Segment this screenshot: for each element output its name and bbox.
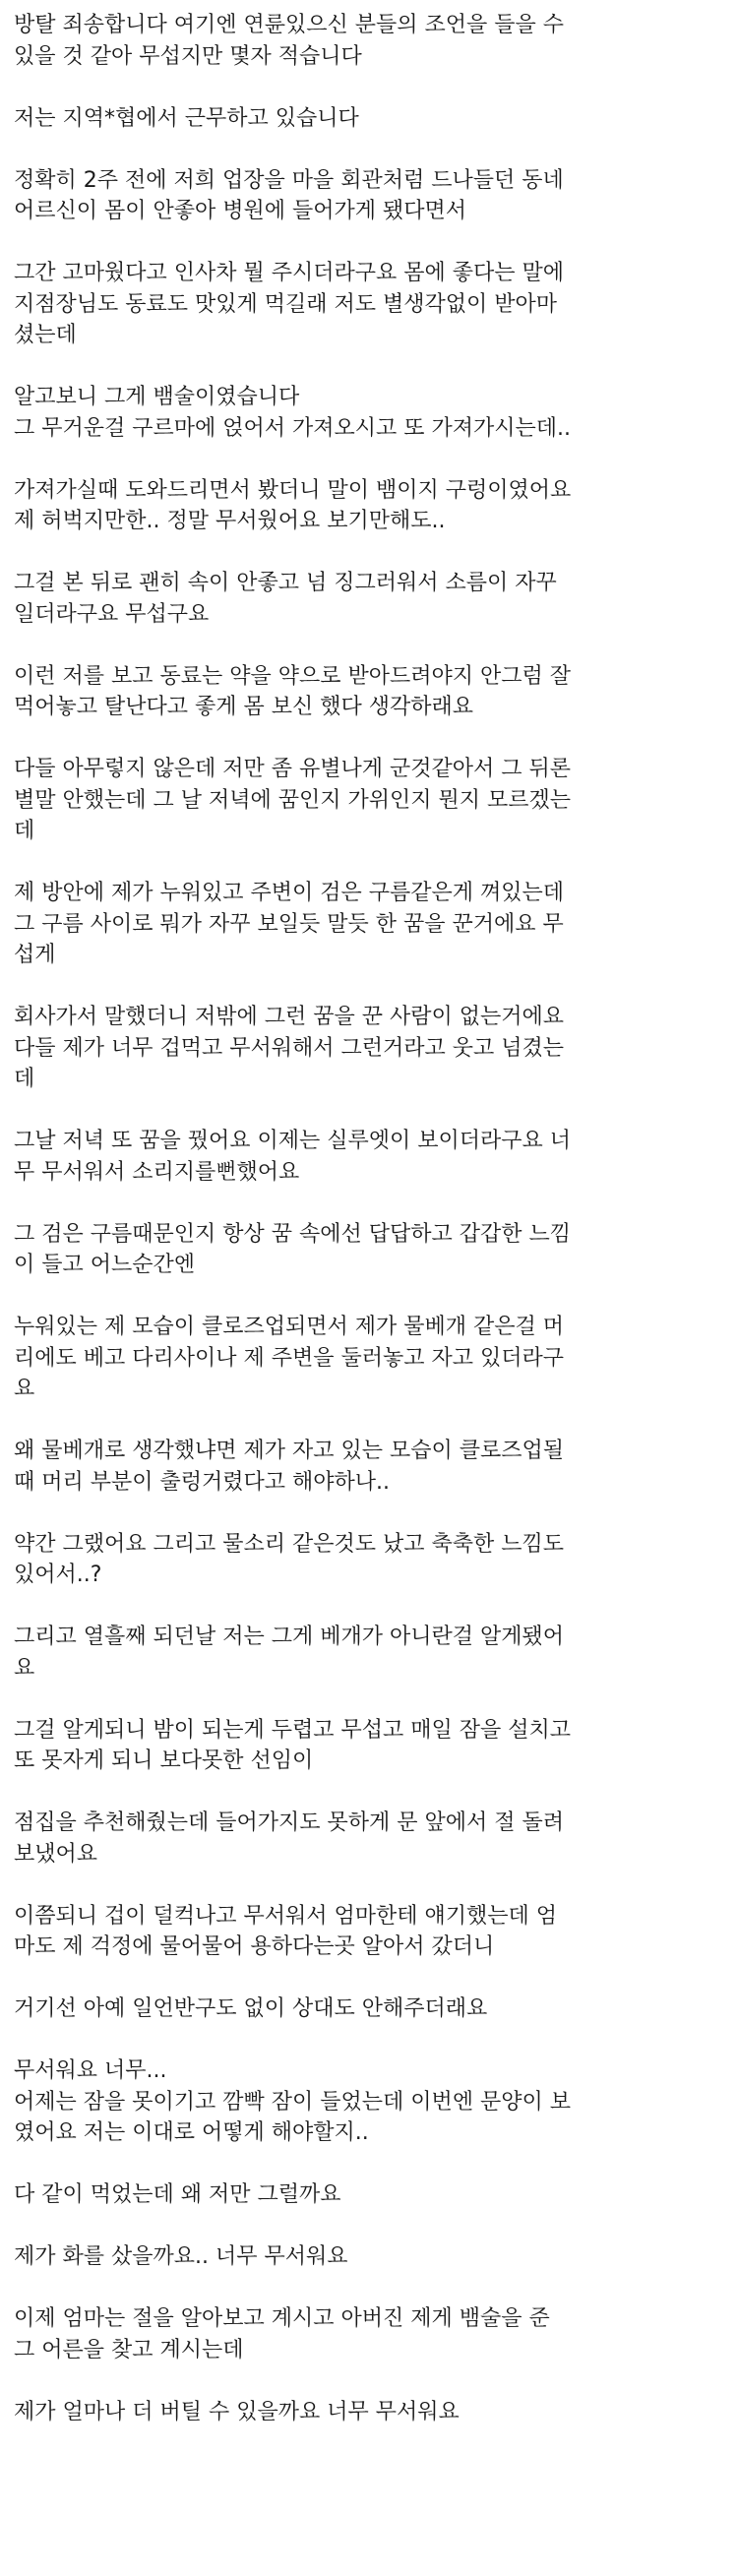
text-line: 어르신이 몸이 안좋아 병원에 들어가게 됐다면서	[14, 199, 467, 223]
text-line: 점집을 추천해줬는데 들어가지도 못하게 문 앞에서 절 돌려	[14, 1810, 565, 1835]
paragraph	[14, 2303, 724, 2365]
text-line: 였어요 저는 이대로 어떻게 해야할지..	[14, 2120, 369, 2145]
text-line: 보냈어요	[14, 1841, 98, 1867]
paragraph	[14, 103, 724, 135]
text-line: 섭게	[14, 943, 56, 967]
text-line: 이런 저를 보고 동료는 약을 약으로 받아드려야지 안그럼 잘	[14, 663, 571, 689]
paragraph	[14, 1622, 724, 1684]
text-line: 마도 제 걱정에 물어물어 용하다는곳 알아서 갔더니	[14, 1934, 495, 1959]
paragraph	[14, 1002, 724, 1095]
text-line: 별말 안했는데 그 날 저녁에 꿈인지 가위인지 뭔지 모르겠는	[14, 787, 571, 813]
text-line: 있을 것 같아 무섭지만 몇자 적습니다	[14, 43, 362, 69]
text-line: 회사가서 말했더니 저밖에 그런 꿈을 꾼 사람이 없는거에요	[14, 1005, 565, 1029]
paragraph	[14, 1126, 724, 1188]
paragraph	[14, 382, 724, 444]
text-line: 무서워요 너무...	[14, 2058, 167, 2083]
text-line: 그 검은 구름때문인지 항상 꿈 속에선 답답하고 갑갑한 느낌	[14, 1221, 571, 1247]
text-line: 있어서..?	[14, 1563, 102, 1587]
text-line: 요	[14, 1377, 35, 1401]
text-line: 다 같이 먹었는데 왜 저만 그럴까요	[14, 2182, 341, 2207]
text-line: 왜 물베개로 생각했냐면 제가 자고 있는 모습이 클로즈업될	[14, 1439, 565, 1463]
text-line: 제 허벅지만한.. 정말 무서웠어요 보기만해도..	[14, 509, 446, 533]
text-line: 그날 저녁 또 꿈을 꿨어요 이제는 실루엣이 보이더라구요 너	[14, 1129, 571, 1153]
paragraph	[14, 661, 724, 723]
paragraph	[14, 10, 724, 72]
text-line: 약간 그랬어요 그리고 물소리 같은것도 났고 축축한 느낌도	[14, 1531, 565, 1557]
paragraph	[14, 1312, 724, 1405]
paragraph	[14, 2055, 724, 2149]
text-line: 그걸 본 뒤로 괜히 속이 안좋고 넘 징그러워서 소름이 자꾸	[14, 571, 557, 595]
text-line: 거기선 아예 일언반구도 없이 상대도 안해주더래요	[14, 1996, 488, 2021]
paragraph	[14, 1715, 724, 1777]
text-line: 그리고 열흘째 되던날 저는 그게 베개가 아니란걸 알게됐어	[14, 1625, 565, 1649]
paragraph	[14, 1901, 724, 1963]
text-line: 이제 엄마는 절을 알아보고 계시고 아버진 제게 뱀술을 준	[14, 2306, 550, 2331]
text-line: 다들 아무렇지 않은데 저만 좀 유별나게 군것같아서 그 뒤론	[14, 757, 571, 781]
paragraph	[14, 754, 724, 847]
text-line: 요	[14, 1655, 35, 1681]
text-line: 이 들고 어느순간엔	[14, 1253, 196, 1277]
text-line: 제 방안에 제가 누워있고 주변이 검은 구름같은게 껴있는데	[14, 881, 565, 905]
paragraph	[14, 568, 724, 630]
paragraph	[14, 2397, 724, 2428]
text-line: 때 머리 부분이 출렁거렸다고 해야하나..	[14, 1469, 390, 1495]
paragraph	[14, 258, 724, 351]
text-line: 또 못자게 되니 보다못한 선임이	[14, 1748, 314, 1773]
paragraph	[14, 2179, 724, 2211]
paragraph	[14, 1219, 724, 1281]
text-line: 지점장님도 동료도 맛있게 먹길래 저도 별생각없이 받아마	[14, 291, 558, 317]
text-line: 그 구름 사이로 뭐가 자꾸 보일듯 말듯 한 꿈을 꾼거에요 무	[14, 911, 564, 937]
text-line: 셨는데	[14, 323, 77, 347]
text-line: 그 무거운걸 구르마에 얹어서 가져오시고 또 가져가시는데..	[14, 415, 571, 441]
text-line: 그걸 알게되니 밤이 되는게 두렵고 무섭고 매일 잠을 설치고	[14, 1717, 571, 1743]
paragraph	[14, 878, 724, 971]
text-line: 알고보니 그게 뱀술이였습니다	[14, 385, 300, 409]
text-line: 데	[14, 819, 35, 843]
text-line: 제가 화를 샀을까요.. 너무 무서워요	[14, 2244, 348, 2269]
paragraph	[14, 1529, 724, 1591]
paragraph	[14, 1808, 724, 1870]
text-line: 먹어놓고 탈난다고 좋게 몸 보신 했다 생각하래요	[14, 695, 474, 719]
text-line: 리에도 베고 다리사이나 제 주변을 둘러놓고 자고 있더라구	[14, 1345, 565, 1371]
paragraph	[14, 1436, 724, 1498]
text-line: 어제는 잠을 못이기고 깜빡 잠이 들었는데 이번엔 문양이 보	[14, 2089, 571, 2115]
text-line: 이쯤되니 겁이 덜컥나고 무서워서 엄마한테 얘기했는데 엄	[14, 1903, 558, 1929]
text-line: 저는 지역*협에서 근무하고 있습니다	[14, 105, 359, 131]
text-line: 방탈 죄송합니다 여기엔 연륜있으신 분들의 조언을 들을 수	[14, 13, 565, 37]
text-line: 그간 고마웠다고 인사차 뭘 주시더라구요 몸에 좋다는 말에	[14, 261, 565, 285]
text-line: 무 무서워서 소리지를뻔했어요	[14, 1159, 300, 1185]
text-line: 누워있는 제 모습이 클로즈업되면서 제가 물베개 같은걸 머	[14, 1315, 565, 1339]
text-line: 일더라구요 무섭구요	[14, 601, 210, 627]
text-line: 정확히 2주 전에 저희 업장을 마을 회관처럼 드나들던 동네	[14, 167, 564, 193]
text-line: 그 어른을 찾고 계시는데	[14, 2337, 244, 2362]
paragraph	[14, 1993, 724, 2025]
paragraph	[14, 165, 724, 227]
text-line: 데	[14, 1067, 35, 1091]
paragraph	[14, 2241, 724, 2273]
text-line: 다들 제가 너무 겁먹고 무서워해서 그런거라고 웃고 넘겼는	[14, 1035, 565, 1061]
text-line: 가져가실때 도와드리면서 봤더니 말이 뱀이지 구렁이였어요	[14, 477, 572, 503]
text-line: 제가 얼마나 더 버틸 수 있을까요 너무 무서워요	[14, 2399, 460, 2424]
paragraph	[14, 475, 724, 537]
